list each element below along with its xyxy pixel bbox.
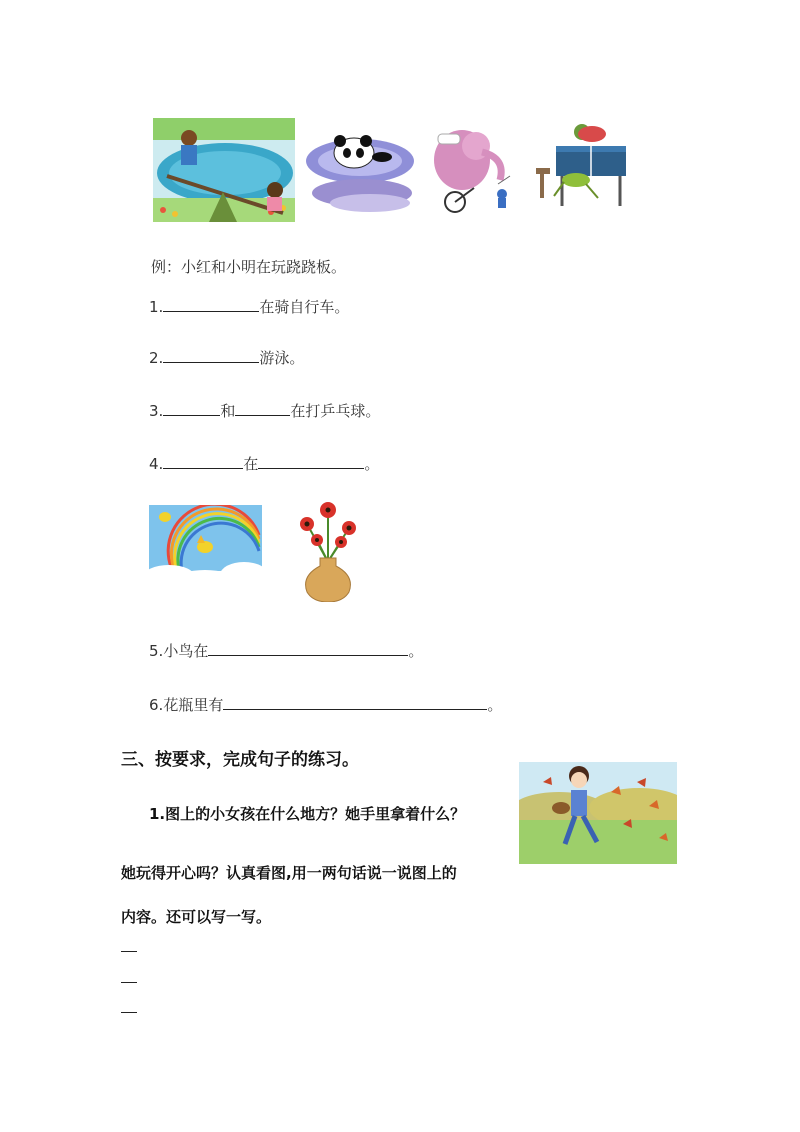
writing-line[interactable] xyxy=(121,1012,137,1013)
section-line-3: 内容。还可以写一写。 xyxy=(121,908,272,926)
item-text: 在打乒乓球。 xyxy=(290,402,381,420)
writing-line[interactable] xyxy=(121,951,137,952)
answer-blank[interactable] xyxy=(208,641,408,656)
answer-blank[interactable] xyxy=(235,401,290,416)
item-number: 1. xyxy=(149,298,164,316)
item-2 xyxy=(149,347,304,368)
item-3 xyxy=(149,400,380,421)
item-number: 4. xyxy=(149,455,164,473)
item-6 xyxy=(149,694,502,715)
section-question: 1.图上的小女孩在什么地方？她手里拿着什么？ xyxy=(149,805,466,823)
item-5 xyxy=(149,640,423,661)
elephant-cycling-picture xyxy=(422,118,520,214)
item-text: 在骑自行车。 xyxy=(259,298,350,316)
item-number: 2. xyxy=(149,349,164,367)
item-text: 。 xyxy=(487,696,503,714)
answer-blank[interactable] xyxy=(163,454,243,469)
ping-pong-picture xyxy=(536,118,634,214)
item-prefix: 小鸟在 xyxy=(163,642,209,660)
item-prefix: 花瓶里有 xyxy=(163,696,224,714)
answer-blank[interactable] xyxy=(163,297,259,312)
section-title: 三、按要求，完成句子的练习。 xyxy=(121,750,359,770)
item-text: 。 xyxy=(408,642,424,660)
section-line-2: 她玩得开心吗？认真看图,用一两句话说一说图上的 xyxy=(121,864,457,882)
item-mid: 和 xyxy=(220,402,236,420)
example-sentence: 例：小红和小明在玩跷跷板。 xyxy=(151,258,347,276)
rainbow-birds-picture xyxy=(149,505,262,586)
flower-vase-picture xyxy=(293,496,363,602)
girl-autumn-picture xyxy=(519,762,677,864)
answer-blank[interactable] xyxy=(223,695,487,710)
answer-blank[interactable] xyxy=(163,401,220,416)
item-4 xyxy=(149,453,379,474)
answer-blank[interactable] xyxy=(258,454,364,469)
item-text: 。 xyxy=(364,455,380,473)
item-mid: 在 xyxy=(243,455,259,473)
answer-blank[interactable] xyxy=(163,348,259,363)
item-number: 6. xyxy=(149,696,164,714)
item-1 xyxy=(149,296,349,317)
panda-swimming-picture xyxy=(302,123,420,217)
item-text: 游泳。 xyxy=(259,349,305,367)
seesaw-picture xyxy=(153,118,295,222)
item-number: 5. xyxy=(149,642,164,660)
writing-line[interactable] xyxy=(121,982,137,983)
item-number: 3. xyxy=(149,402,164,420)
